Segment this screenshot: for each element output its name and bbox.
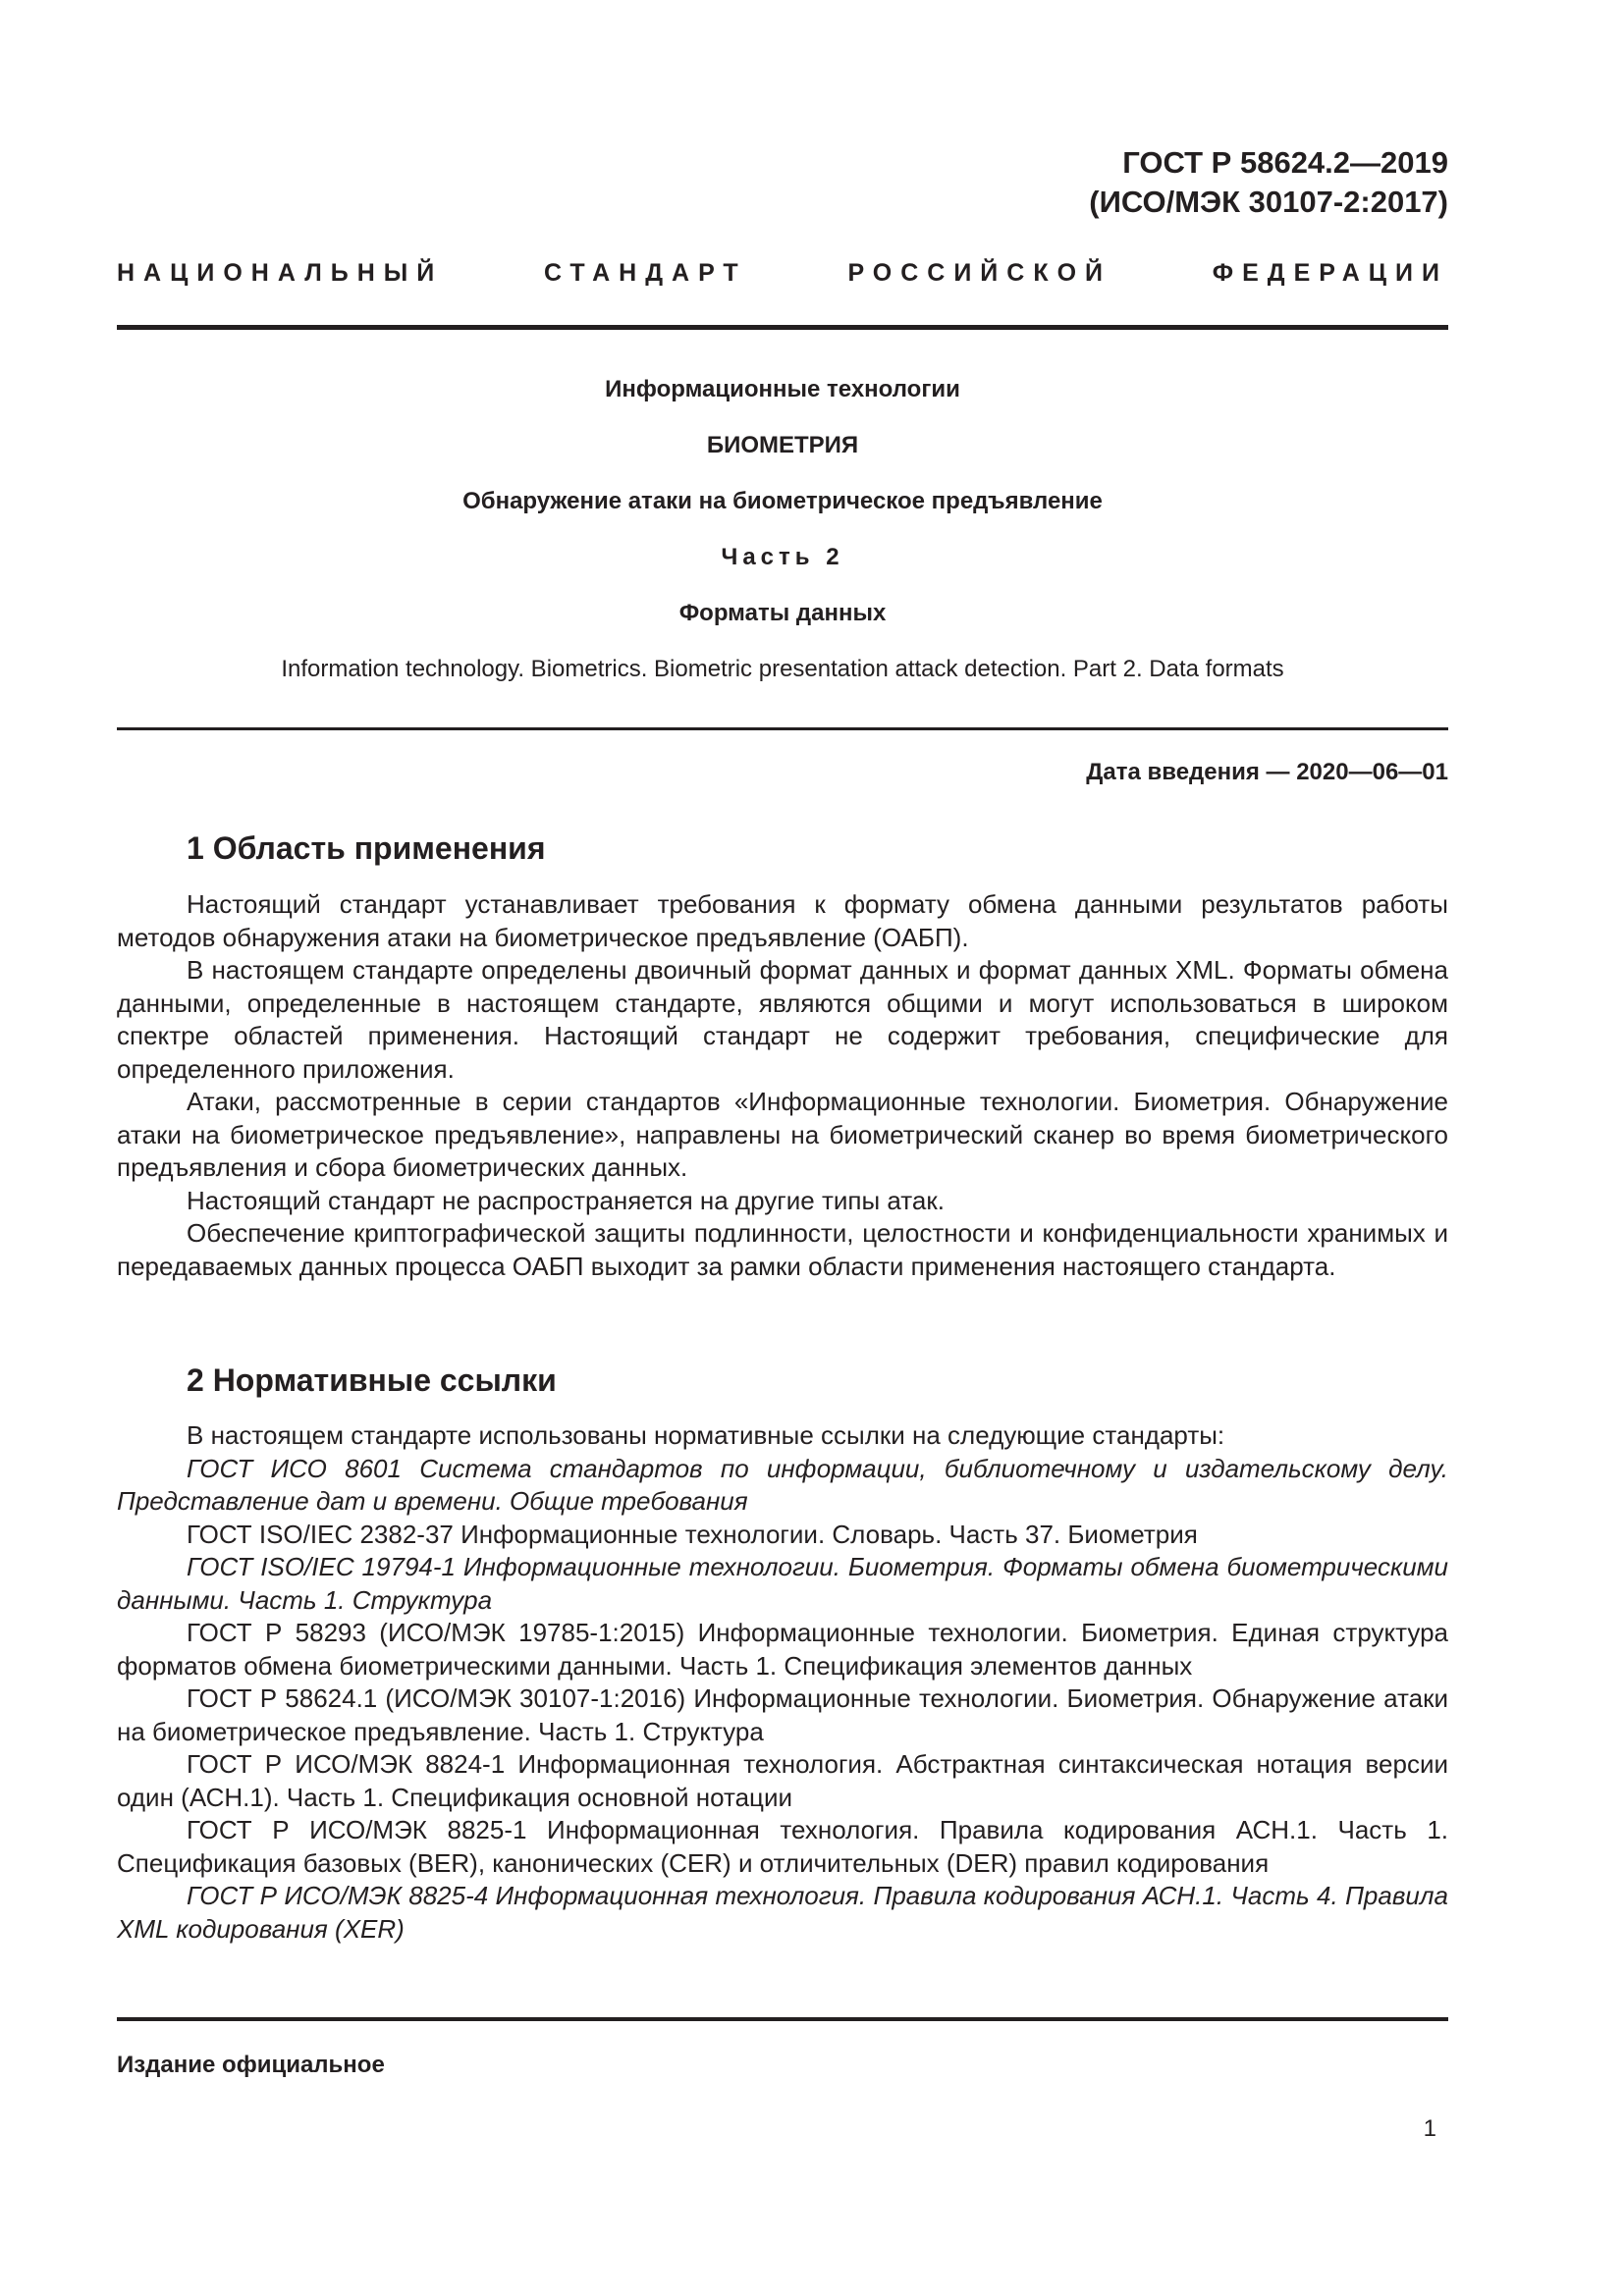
- reference-item: ГОСТ Р ИСО/МЭК 8825-1 Информационная технология. Правила кодирования АСН.1. Часть 1. Спецификация базовых (BER), канонических (CER) и отличительных (DER) правил кодирования: [117, 1815, 1448, 1878]
- references-intro: В настоящем стандарте использованы нормативные ссылки на следующие стандарты:: [187, 1420, 1225, 1450]
- section-1-heading: 1 Область применения: [187, 830, 546, 866]
- page-number: 1: [1423, 2115, 1436, 2142]
- title-subtitle: Форматы данных: [678, 600, 887, 626]
- national-standard-banner: НАЦИОНАЛЬНЫЙ СТАНДАРТ РОССИЙСКОЙ ФЕДЕРАЦИИ: [117, 259, 1448, 287]
- iso-number: (ИСО/МЭК 30107-2:2017): [1089, 185, 1448, 219]
- introduction-date: Дата введения — 2020—06—01: [1086, 759, 1448, 785]
- footer-divider: [117, 2017, 1448, 2021]
- section-2-body: [117, 1419, 1448, 1946]
- reference-item: ГОСТ Р ИСО/МЭК 8824-1 Информационная технология. Абстрактная синтаксическая нотация версии один (АСН.1). Часть 1. Спецификация основной нотации: [117, 1749, 1448, 1812]
- title-line-2: БИОМЕТРИЯ: [706, 432, 859, 458]
- section-1-body: [117, 888, 1448, 1283]
- section-2-heading: 2 Нормативные ссылки: [187, 1362, 557, 1398]
- paragraph: В настоящем стандарте определены двоичный формат данных и формат данных XML. Форматы обмена данными, определенные в настоящем стандарте, являются общими и могут использоваться в широком спектре областей применения. Настоящий стандарт не содержит требования, специфические для определенного приложения.: [117, 955, 1448, 1084]
- title-part: Часть 2: [721, 544, 844, 570]
- gost-number: ГОСТ Р 58624.2—2019: [1122, 145, 1448, 180]
- reference-item: ГОСТ ИСО 8601 Система стандартов по информации, библиотечному и издательскому делу. Представление дат и времени. Общие требования: [117, 1453, 1448, 1516]
- title-line-3: Обнаружение атаки на биометрическое предъявление: [462, 488, 1103, 514]
- title-divider: [117, 727, 1448, 730]
- paragraph: Атаки, рассмотренные в серии стандартов «Информационные технологии. Биометрия. Обнаружение атаки на биометрическое предъявление», направлены на биометрический сканер во время биометрического предъявления и сбора биометрических данных.: [117, 1087, 1448, 1182]
- reference-item: ГОСТ Р 58293 (ИСО/МЭК 19785-1:2015) Информационные технологии. Биометрия. Единая структура форматов обмена биометрическими данными. Часть 1. Спецификация элементов данных: [117, 1618, 1448, 1681]
- paragraph: Настоящий стандарт устанавливает требования к формату обмена данными результатов работы методов обнаружения атаки на биометрическое предъявление (ОАБП).: [117, 889, 1448, 952]
- reference-item: ГОСТ ISO/IEC 2382-37 Информационные технологии. Словарь. Часть 37. Биометрия: [187, 1519, 1198, 1549]
- reference-item: ГОСТ ISO/IEC 19794-1 Информационные технологии. Биометрия. Форматы обмена биометрическими данными. Часть 1. Структура: [117, 1552, 1448, 1615]
- official-edition-label: Издание официальное: [117, 2052, 385, 2078]
- title-line-1: Информационные технологии: [605, 376, 960, 402]
- paragraph: Настоящий стандарт не распространяется на другие типы атак.: [187, 1185, 945, 1215]
- reference-item: ГОСТ Р 58624.1 (ИСО/МЭК 30107-1:2016) Информационные технологии. Биометрия. Обнаружение атаки на биометрическое предъявление. Часть 1. Структура: [117, 1683, 1448, 1746]
- paragraph: Обеспечение криптографической защиты подлинности, целостности и конфиденциальности хранимых и передаваемых данных процесса ОАБП выходит за рамки области применения настоящего стандарта.: [117, 1218, 1448, 1281]
- title-english: Information technology. Biometrics. Biometric presentation attack detection. Part 2. Data formats: [281, 656, 1284, 682]
- title-block: [117, 373, 1448, 686]
- top-divider: [117, 325, 1448, 330]
- standard-designation: [1089, 143, 1448, 222]
- reference-item: ГОСТ Р ИСО/МЭК 8825-4 Информационная технология. Правила кодирования АСН.1. Часть 4. Правила XML кодирования (XER): [117, 1881, 1448, 1944]
